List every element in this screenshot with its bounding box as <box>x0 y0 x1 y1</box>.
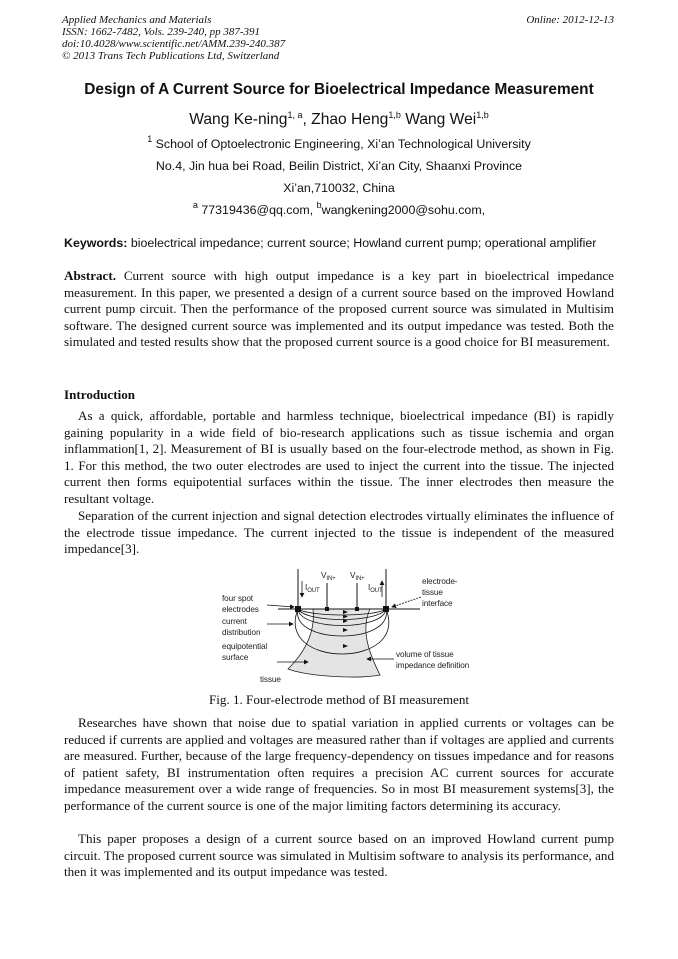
affiliation-line-3: Xi’an,710032, China <box>283 181 395 195</box>
author-sup: 1, a <box>287 110 303 120</box>
intro-paragraph-3 <box>64 715 614 815</box>
vin-right-label: $V_{IN+}$ <box>350 571 365 582</box>
four-spot-electrodes-label: four spot electrodes <box>222 594 259 614</box>
section-heading-introduction: Introduction <box>64 387 136 402</box>
figure-four-electrode <box>210 565 490 690</box>
paragraph-text: Researches have shown that noise due to spatial variation in applied currents or voltages can be reduced if currents are applied and voltages are measured rather than if voltages are applied and currents are measured. Further, because of the large frequency-dependency on tissues impedance and for reasons of patient safety, BI instrumentation often requires a precision AC current sources for accurate impedance measurement over a wide range of frequencies. So in most BI measurement systems[3], the performance of the current source is one of the major limiting factors determining its accuracy. <box>64 715 614 813</box>
current-distribution-label: current distribution <box>222 617 261 637</box>
abstract-text: Current source with high output impedance is a key part in bioelectrical impedance measurement. In this paper, we presented a design of a current source based on the improved Howland current pump circuit. Then the performance of the proposed current source was simulated in Multisim software. The designed current source was implemented and its output impedance was tested. Both the simulated and tested results show that the proposed current source is a good choice for BI measurement. <box>64 268 614 350</box>
author-list <box>0 111 678 129</box>
copyright-line: © 2013 Trans Tech Publications Ltd, Switzerland <box>62 50 280 62</box>
doi-line: doi:10.4028/www.scientific.net/AMM.239-240.387 <box>62 38 286 50</box>
email-b[interactable]: wangkening2000@sohu.com, <box>321 203 486 217</box>
affiliation-text: School of Optoelectronic Engineering, Xi’an Technological University <box>155 137 531 151</box>
issn-line: ISSN: 1662-7482, Vols. 239-240, pp 387-391 <box>62 26 260 38</box>
electrode-tissue-interface-label: electrode- tissue interface <box>422 577 458 608</box>
affiliation-sup: 1 <box>147 134 153 144</box>
author-name: Wang Ke-ning <box>189 111 288 128</box>
affiliation-line-1 <box>0 134 678 151</box>
email-line <box>0 200 678 217</box>
abstract <box>64 268 614 351</box>
author-sup: 1,b <box>476 110 489 120</box>
email-sup: a <box>192 200 198 210</box>
intro-paragraph-2 <box>64 508 614 558</box>
keywords <box>64 236 596 250</box>
intro-paragraph-4 <box>64 831 614 881</box>
author-separator: , <box>302 111 312 128</box>
journal-name: Applied Mechanics and Materials <box>62 14 212 26</box>
email-sup: b <box>316 200 322 210</box>
figure-caption: Fig. 1. Four-electrode method of BI measurement <box>208 692 470 707</box>
iout-left-label: $I_{OUT}$ <box>305 583 320 594</box>
author-name: Zhao Heng <box>311 111 389 128</box>
vin-left-label: $V_{IN+}$ <box>321 571 336 582</box>
running-header <box>62 14 285 62</box>
paragraph-text: Separation of the current injection and signal detection electrodes virtually eliminates the influence of the electrode tissue impedance. The current injected to the tissue is independent of the measured impedance[3]. <box>64 508 614 557</box>
volume-of-tissue-label: volume of tissue impedance definition <box>396 650 470 670</box>
paragraph-text: As a quick, affordable, portable and harmless technique, bioelectrical impedance (BI) is rapidly gaining popularity in a wide field of bio-research applications such as tissue ischemia and organ inflammation[1, 2]. Measurement of BI is usually based on the four-electrode method, as shown in Fig. 1. For this method, the two outer electrodes are used to inject the current into the tissue. The injected current then forms equipotential surfaces within the tissue. The inner electrodes then measure the resultant voltage. <box>64 408 614 506</box>
keywords-text: bioelectrical impedance; current source; Howland current pump; operational amplifier <box>130 236 597 250</box>
abstract-label: Abstract. <box>64 268 116 283</box>
keywords-label: Keywords: <box>64 236 128 250</box>
email-a[interactable]: 77319436@qq.com, <box>201 203 314 217</box>
paper-title: Design of A Current Source for Bioelectrical Impedance Measurement <box>84 81 594 98</box>
author-name: Wang Wei <box>405 111 477 128</box>
tissue-label: tissue <box>260 675 281 684</box>
author-sup: 1,b <box>388 110 401 120</box>
online-date: Online: 2012-12-13 <box>526 14 614 26</box>
affiliation-line-2: No.4, Jin hua bei Road, Beilin District, Xi’an City, Shaanxi Province <box>155 159 523 173</box>
equipotential-surface-label: equipotential surface <box>222 642 268 662</box>
intro-paragraph-1 <box>64 408 614 508</box>
paragraph-text: This paper proposes a design of a current source based on an improved Howland current pump circuit. The proposed current source was simulated in Multisim software to analysis its performance, and then it was implemented and its output impedance was tested. <box>64 831 614 880</box>
iout-right-label: $I_{OUT}$ <box>368 583 383 594</box>
